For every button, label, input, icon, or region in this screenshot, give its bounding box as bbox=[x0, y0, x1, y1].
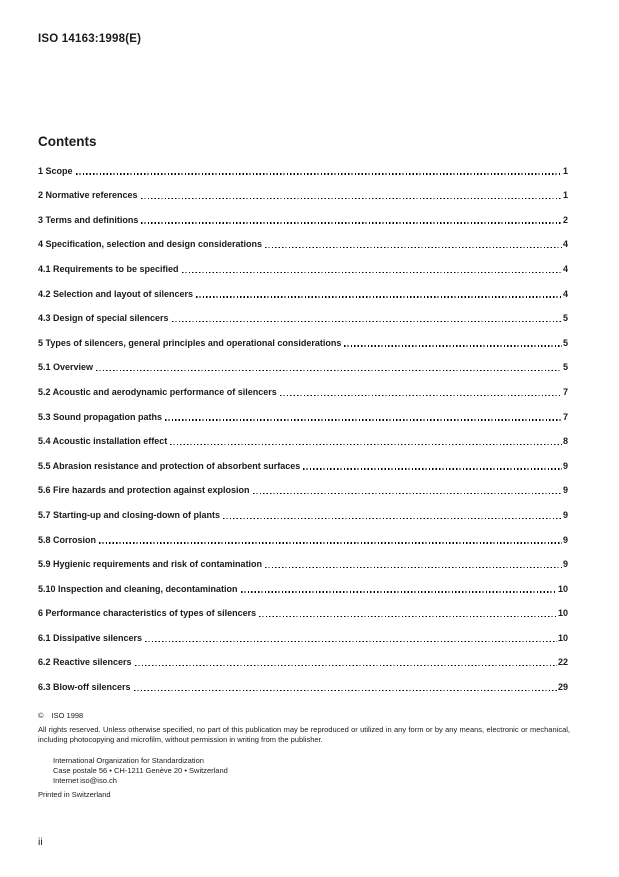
toc-entry-page: 9 bbox=[562, 534, 568, 545]
toc-entry-label: 5.7 Starting-up and closing-down of plants bbox=[38, 509, 220, 520]
toc-leader-dots bbox=[259, 616, 557, 617]
toc-entry-page: 29 bbox=[557, 682, 568, 693]
toc-entry-label: 6.3 Blow-off silencers bbox=[38, 682, 131, 693]
toc-entry bbox=[38, 668, 568, 693]
toc-entry-page: 9 bbox=[562, 485, 568, 496]
internet-email: iso@iso.ch bbox=[80, 776, 117, 786]
toc-entry-page: 22 bbox=[557, 657, 568, 668]
toc-entry-page: 8 bbox=[562, 436, 568, 447]
printed-in-notice: Printed in Switzerland bbox=[38, 790, 111, 799]
toc-leader-dots bbox=[165, 419, 562, 420]
toc-entry-label: 5.9 Hygienic requirements and risk of contamination bbox=[38, 559, 263, 570]
toc-leader-dots bbox=[172, 321, 562, 322]
toc-entry-label: 5 Types of silencers, general principles and operational considerations bbox=[38, 337, 342, 348]
toc-entry bbox=[38, 300, 568, 325]
toc-entry bbox=[38, 595, 568, 620]
publisher-address-block bbox=[53, 756, 228, 787]
toc-entry-page: 7 bbox=[562, 386, 568, 397]
publisher-internet-line bbox=[53, 776, 228, 786]
toc-leader-dots bbox=[265, 247, 562, 248]
toc-entry bbox=[38, 250, 568, 275]
toc-entry-page: 7 bbox=[562, 411, 568, 422]
toc-leader-dots bbox=[253, 493, 562, 494]
toc-leader-dots bbox=[145, 641, 557, 642]
rights-notice: All rights reserved. Unless otherwise specified, no part of this publication may be reproduced or utilized in any form or by any means, electronic or mechanical, including photocopying and microfilm, without permission in writing from the publisher. bbox=[38, 725, 570, 745]
toc-entry-label: 5.2 Acoustic and aerodynamic performance of silencers bbox=[38, 386, 277, 397]
toc-entry-label: 5.4 Acoustic installation effect bbox=[38, 436, 168, 447]
toc-entry-page: 10 bbox=[557, 632, 568, 643]
toc-entry-page: 10 bbox=[557, 583, 568, 594]
toc-entry-page: 1 bbox=[562, 190, 568, 201]
page-number: ii bbox=[38, 836, 43, 848]
internet-label: Internet bbox=[53, 776, 79, 786]
toc-entry bbox=[38, 226, 568, 251]
toc-entry-label: 3 Terms and definitions bbox=[38, 214, 139, 225]
toc-entry bbox=[38, 349, 568, 374]
toc-entry bbox=[38, 398, 568, 423]
toc-entry-label: 6.2 Reactive silencers bbox=[38, 657, 132, 668]
toc-entry-label: 5.10 Inspection and cleaning, decontamination bbox=[38, 583, 238, 594]
contents-heading: Contents bbox=[38, 134, 97, 149]
toc-leader-dots bbox=[280, 395, 562, 396]
toc-entry-page: 9 bbox=[562, 460, 568, 471]
toc-entry-page: 5 bbox=[562, 362, 568, 373]
toc-leader-dots bbox=[134, 690, 557, 691]
toc-entry bbox=[38, 324, 568, 349]
toc-entry bbox=[38, 644, 568, 669]
toc-leader-dots bbox=[344, 345, 562, 346]
toc-leader-dots bbox=[223, 518, 562, 519]
toc-entry-label: 4.2 Selection and layout of silencers bbox=[38, 288, 194, 299]
toc-entry bbox=[38, 447, 568, 472]
toc-leader-dots bbox=[96, 370, 562, 371]
toc-entry-page: 5 bbox=[562, 313, 568, 324]
copyright-symbol: © bbox=[38, 711, 44, 720]
toc-leader-dots bbox=[99, 542, 562, 543]
toc-leader-dots bbox=[135, 665, 557, 666]
toc-entry-label: 5.6 Fire hazards and protection against explosion bbox=[38, 485, 250, 496]
toc-entry-page: 1 bbox=[562, 165, 568, 176]
toc-entry bbox=[38, 472, 568, 497]
toc-entry-page: 9 bbox=[562, 559, 568, 570]
toc-leader-dots bbox=[241, 591, 557, 592]
toc-entry-page: 4 bbox=[562, 239, 568, 250]
toc-entry bbox=[38, 373, 568, 398]
toc-entry bbox=[38, 152, 568, 177]
toc-entry-label: 4.3 Design of special silencers bbox=[38, 313, 169, 324]
copyright-text: ISO 1998 bbox=[51, 711, 84, 720]
toc-entry bbox=[38, 496, 568, 521]
toc-entry-label: 6 Performance characteristics of types of silencers bbox=[38, 608, 257, 619]
toc-leader-dots bbox=[76, 173, 562, 174]
publisher-postal-address: Case postale 56 • CH-1211 Genève 20 • Switzerland bbox=[53, 766, 228, 776]
toc-entry bbox=[38, 570, 568, 595]
toc-leader-dots bbox=[170, 444, 562, 445]
toc-entry-label: 6.1 Dissipative silencers bbox=[38, 632, 143, 643]
toc-entry bbox=[38, 177, 568, 202]
toc-entry bbox=[38, 201, 568, 226]
toc-entry-label: 5.1 Overview bbox=[38, 362, 94, 373]
toc-entry-page: 2 bbox=[562, 214, 568, 225]
document-header-reference: ISO 14163:1998(E) bbox=[38, 33, 142, 45]
toc-entry bbox=[38, 546, 568, 571]
toc-entry-label: 4 Specification, selection and design considerations bbox=[38, 239, 263, 250]
toc-entry-label: 4.1 Requirements to be specified bbox=[38, 263, 179, 274]
toc-entry-page: 4 bbox=[562, 263, 568, 274]
toc-entry bbox=[38, 423, 568, 448]
toc-entry bbox=[38, 619, 568, 644]
toc-list bbox=[38, 152, 568, 693]
toc-leader-dots bbox=[182, 272, 562, 273]
copyright-line bbox=[38, 711, 83, 721]
toc-entry-label: 5.5 Abrasion resistance and protection of absorbent surfaces bbox=[38, 460, 301, 471]
toc-entry bbox=[38, 521, 568, 546]
toc-entry-page: 9 bbox=[562, 509, 568, 520]
toc-leader-dots bbox=[196, 296, 562, 297]
toc-leader-dots bbox=[141, 198, 562, 199]
toc-entry-label: 5.8 Corrosion bbox=[38, 534, 97, 545]
toc-entry-page: 4 bbox=[562, 288, 568, 299]
toc-leader-dots bbox=[141, 222, 562, 223]
toc-entry-label: 1 Scope bbox=[38, 165, 73, 176]
toc-entry-page: 10 bbox=[557, 608, 568, 619]
toc-leader-dots bbox=[303, 468, 562, 469]
toc-entry-label: 2 Normative references bbox=[38, 190, 138, 201]
toc-entry-page: 5 bbox=[562, 337, 568, 348]
publisher-name: International Organization for Standardization bbox=[53, 756, 204, 765]
toc-entry-label: 5.3 Sound propagation paths bbox=[38, 411, 163, 422]
toc-entry bbox=[38, 275, 568, 300]
toc-leader-dots bbox=[265, 567, 562, 568]
